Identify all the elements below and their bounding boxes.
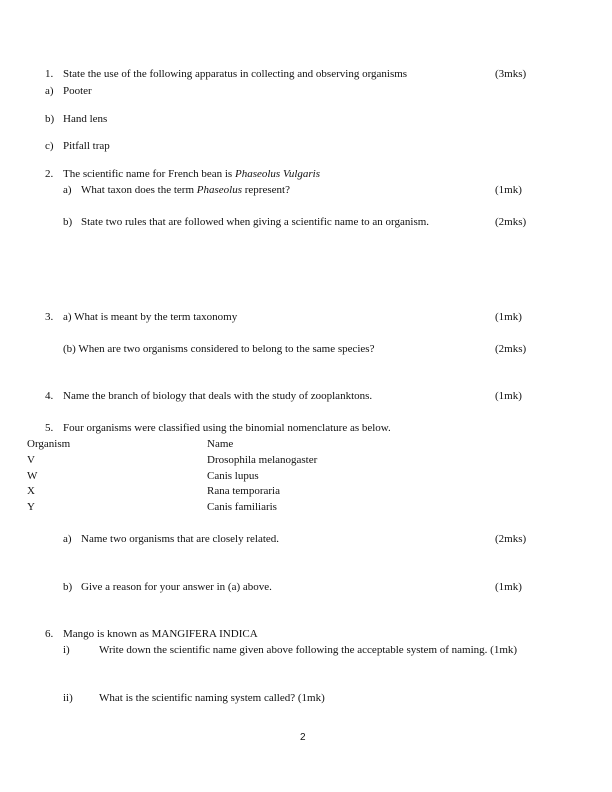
q5b-label: b) xyxy=(63,581,73,593)
q3a-marks: (1mk) xyxy=(495,311,522,323)
q1-number: 1. xyxy=(45,68,54,80)
q6i-text: Write down the scientific name given above following the acceptable system of naming. (1mk) xyxy=(99,644,518,656)
q2b-label: b) xyxy=(63,216,73,228)
q3b-text: (b) When are two organisms considered to belong to the same species? xyxy=(63,343,375,355)
q5-table-header-name: Name xyxy=(207,438,234,450)
q2a-label: a) xyxy=(63,184,72,196)
q3b-marks: (2mks) xyxy=(495,343,527,355)
q1-text: State the use of the following apparatus in collecting and observing organisms xyxy=(63,68,408,80)
q2b-text: State two rules that are followed when giving a scientific name to an organism. xyxy=(81,216,430,228)
q5b-text: Give a reason for your answer in (a) above. xyxy=(81,581,272,593)
q5a-label: a) xyxy=(63,533,72,545)
q1a-text: Pooter xyxy=(63,85,92,97)
q4-text: Name the branch of biology that deals with the study of zooplanktons. xyxy=(63,390,373,402)
q2-text-plain: The scientific name for French bean is xyxy=(63,168,235,180)
q1b-label: b) xyxy=(45,113,55,125)
q5-row-v-name: Drosophila melanogaster xyxy=(207,454,318,466)
q1c-label: c) xyxy=(45,140,54,152)
q5-row-y-name: Canis familiaris xyxy=(207,501,277,513)
q5-table-header-organism: Organism xyxy=(27,438,71,450)
q5-row-x-name: Rana temporaria xyxy=(207,485,280,497)
q2-number: 2. xyxy=(45,168,54,180)
q5-row-v-letter: V xyxy=(27,454,35,466)
q5-row-y-letter: Y xyxy=(27,501,35,513)
q2a-text-before: What taxon does the term xyxy=(81,184,197,196)
q5-text: Four organisms were classified using the binomial nomenclature as below. xyxy=(63,422,391,434)
q2a-text-italic: Phaseolus xyxy=(196,184,243,196)
q6ii-label: ii) xyxy=(63,692,73,704)
q1c-text: Pitfall trap xyxy=(63,140,110,152)
q1a-label: a) xyxy=(45,85,54,97)
q2b-marks: (2mks) xyxy=(495,216,527,228)
q2a-text-after: represent? xyxy=(242,184,290,196)
q5-row-x-letter: X xyxy=(27,485,35,497)
q4-marks: (1mk) xyxy=(495,390,522,402)
q1-marks: (3mks) xyxy=(495,68,527,80)
q2a-marks: (1mk) xyxy=(495,184,522,196)
page-number: 2 xyxy=(300,732,306,743)
q6ii-text: What is the scientific naming system called? (1mk) xyxy=(99,692,325,704)
q5-row-w-letter: W xyxy=(27,470,38,482)
q6-text: Mango is known as MANGIFERA INDICA xyxy=(63,628,258,640)
q4-number: 4. xyxy=(45,390,54,402)
q2-text-italic: Phaseolus Vulgaris xyxy=(234,168,321,180)
q5-row-w-name: Canis lupus xyxy=(207,470,259,482)
q3a-text: a) What is meant by the term taxonomy xyxy=(63,311,238,323)
q5-number: 5. xyxy=(45,422,54,434)
q5a-marks: (2mks) xyxy=(495,533,527,545)
q2a-text xyxy=(81,184,290,197)
q3-number: 3. xyxy=(45,311,54,323)
q2-text xyxy=(63,168,320,181)
q5b-marks: (1mk) xyxy=(495,581,522,593)
q6-number: 6. xyxy=(45,628,54,640)
q5a-text: Name two organisms that are closely related. xyxy=(81,533,280,545)
q6i-label: i) xyxy=(63,644,70,656)
q1b-text: Hand lens xyxy=(63,113,108,125)
